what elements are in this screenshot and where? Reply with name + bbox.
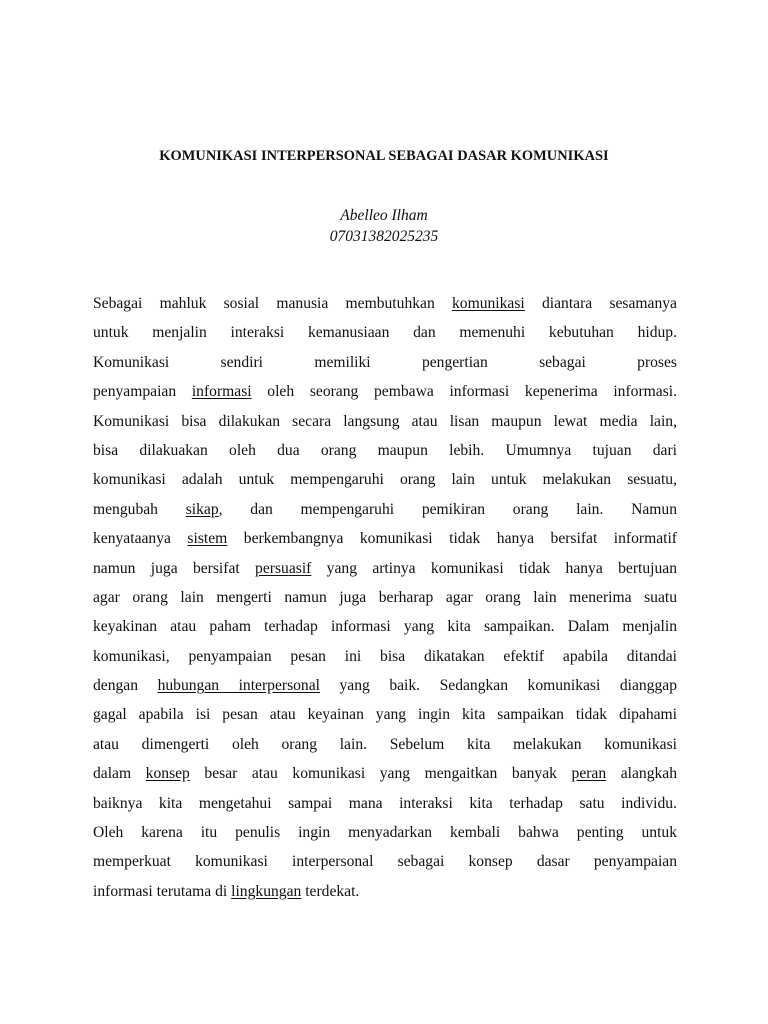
text-span: yang baik. Sedangkan komunikasi dianggap: [319, 677, 677, 695]
author-id: 07031382025235: [329, 228, 439, 245]
paragraph-line: keyakinan atau paham terhadap informasi yang kita sampaikan. Dalam menjalin: [93, 618, 677, 636]
paragraph-line: komunikasi, penyampaian pesan ini bisa dikatakan efektif apabila ditandai: [93, 647, 677, 665]
paragraph-line: untuk menjalin interaksi kemanusiaan dan memenuhi kebutuhan hidup.: [93, 324, 677, 342]
link-konsep[interactable]: konsep: [145, 765, 190, 783]
text-span: alangkah: [606, 765, 677, 783]
text-span: namun juga bersifat: [93, 559, 256, 577]
text-span: penyampaian: [93, 383, 192, 401]
paragraph-line: [93, 377, 677, 406]
author-name: Abelleo Ilham: [340, 207, 428, 224]
text-span: terdekat.: [301, 882, 360, 900]
link-komunikasi[interactable]: komunikasi: [451, 295, 525, 312]
text-span: oleh seorang pembawa informasi kepenerima informasi.: [251, 383, 677, 401]
paragraph-line: agar orang lain mengerti namun juga berharap agar orang lain menerima suatu: [93, 588, 677, 606]
text-span: Sebagai mahluk sosial manusia membutuhkan: [93, 295, 452, 312]
link-informasi[interactable]: informasi: [191, 383, 252, 401]
link-sikap[interactable]: sikap: [185, 500, 219, 518]
paragraph-line: [93, 554, 677, 583]
text-span: yang artinya komunikasi tidak hanya bertujuan: [311, 559, 677, 577]
text-span: dengan: [93, 677, 158, 695]
paragraph-line: [93, 289, 677, 318]
link-persuasif[interactable]: persuasif: [255, 559, 312, 577]
paragraph-line: atau dimengerti oleh orang lain. Sebelum kita melakukan komunikasi: [93, 735, 677, 753]
text-span: kenyataanya: [93, 530, 188, 548]
text-span: berkembangnya komunikasi tidak hanya bersifat informatif: [227, 530, 677, 548]
paragraph-line: [93, 671, 677, 700]
paragraph-line: baiknya kita mengetahui sampai mana interaksi kita terhadap satu individu.: [93, 794, 677, 812]
paragraph-line: Komunikasi bisa dilakukan secara langsung atau lisan maupun lewat media lain,: [93, 412, 677, 430]
link-peran[interactable]: peran: [571, 765, 607, 783]
paragraph-line: bisa dilakuakan oleh dua orang maupun lebih. Umumnya tujuan dari: [93, 441, 677, 459]
paragraph-line: [93, 524, 677, 553]
text-span: informasi terutama di: [93, 882, 232, 900]
link-sistem[interactable]: sistem: [187, 530, 228, 548]
author-block: [0, 205, 768, 247]
paragraph-line: memperkuat komunikasi interpersonal sebagai konsep dasar penyampaian: [93, 853, 677, 871]
link-lingkungan[interactable]: lingkungan: [231, 882, 302, 900]
document-title: KOMUNIKASI INTERPERSONAL SEBAGAI DASAR KOMUNIKASI: [159, 148, 609, 164]
paragraph-line: [93, 495, 677, 524]
paragraph-line: Komunikasi sendiri memiliki pengertian sebagai proses: [93, 353, 677, 371]
paragraph-line: Oleh karena itu penulis ingin menyadarkan kembali bahwa penting untuk: [93, 824, 677, 842]
text-span: mengubah: [93, 500, 186, 518]
text-span: diantara sesamanya: [524, 295, 677, 312]
paragraph-line: gagal apabila isi pesan atau keyainan yang ingin kita sampaikan tidak dipahami: [93, 706, 677, 724]
text-span: , dan mempengaruhi pemikiran orang lain. Namun: [218, 500, 678, 518]
link-hubungan-interpersonal[interactable]: hubungan interpersonal: [157, 677, 320, 695]
text-span: besar atau komunikasi yang mengaitkan banyak: [189, 765, 572, 783]
text-span: dalam: [93, 765, 146, 783]
paragraph-line: [93, 877, 677, 906]
paragraph-line: komunikasi adalah untuk mempengaruhi orang lain untuk melakukan sesuatu,: [93, 471, 677, 489]
paragraph-line: [93, 759, 677, 788]
body-paragraph: [93, 289, 677, 906]
